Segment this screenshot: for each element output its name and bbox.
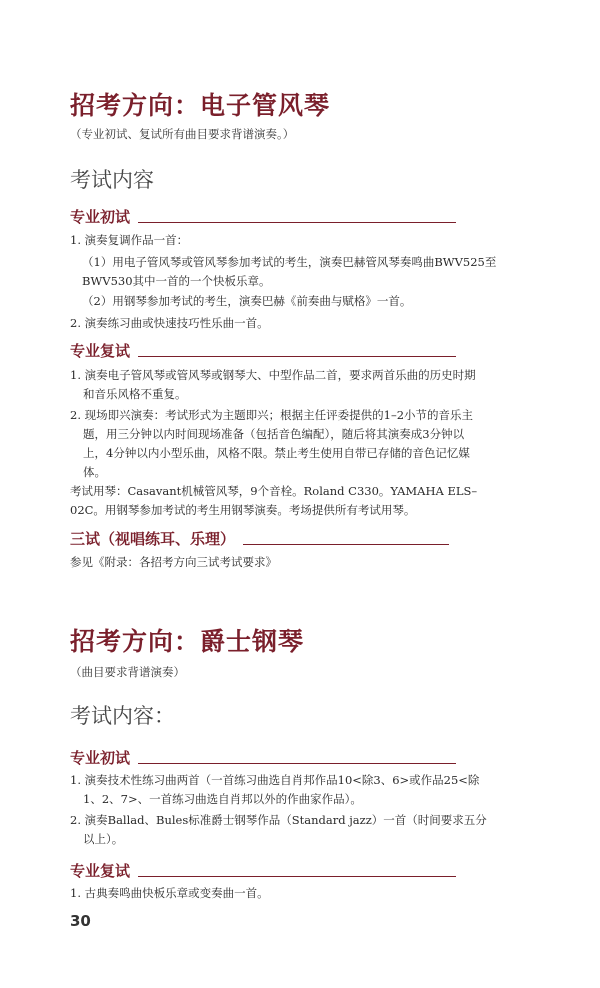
section2-exam-content: 考试内容： xyxy=(70,704,175,728)
section1-prelim-heading xyxy=(70,206,456,226)
section1-note: （专业初试、复试所有曲目要求背谱演奏。） xyxy=(70,127,295,141)
prelim-item-1a: （1）用电子管风琴或管风琴参加考试的考生，演奏巴赫管风琴奏鸣曲BWV525至BWV530其中一首的一个快板乐章。 xyxy=(82,255,497,288)
heading-rule xyxy=(243,544,449,545)
jazz-retest-item-1: 1. 古典奏鸣曲快板乐章或变奏曲一首。 xyxy=(70,886,269,900)
section2-title: 招考方向：爵士钢琴 xyxy=(70,627,305,656)
third-text: 参见《附录：各招考方向三试考试要求》 xyxy=(70,555,277,569)
section2-retest-heading xyxy=(70,860,456,880)
retest-item-2: 2. 现场即兴演奏：考试形式为主题即兴；根据主任评委提供的1–2小节的音乐主题，用三分钟以内时间现场准备（包括音色编配），随后将其演奏成3分钟以上，4分钟以内小型乐曲，风格不限。禁止考生使用自带已存储的音色记忆媒体。 xyxy=(70,408,474,479)
heading-rule xyxy=(138,356,456,357)
section-heading-label: 专业初试 xyxy=(70,749,131,767)
prelim-item-1b: （2）用钢琴参加考试的考生，演奏巴赫《前奏曲与赋格》一首。 xyxy=(82,294,412,308)
heading-rule xyxy=(138,763,456,764)
section1-title: 招考方向：电子管风琴 xyxy=(70,91,331,120)
section2-note: （曲目要求背谱演奏） xyxy=(70,665,185,679)
section-heading-label: 专业复试 xyxy=(70,342,131,360)
retest-item-1: 1. 演奏电子管风琴或管风琴或钢琴大、中型作品二首，要求两首乐曲的历史时期和音乐风格不重复。 xyxy=(70,368,476,401)
section2-prelim-heading xyxy=(70,747,456,767)
section-heading-label: 三试（视唱练耳、乐理） xyxy=(70,530,236,548)
jazz-prelim-item-2: 2. 演奏Ballad、Bules标准爵士钢琴作品（Standard jazz）一首（时间要求五分以上）。 xyxy=(70,813,487,846)
prelim-item-2: 2. 演奏练习曲或快速技巧性乐曲一首。 xyxy=(70,316,269,330)
jazz-prelim-item-1: 1. 演奏技术性练习曲两首（一首练习曲选自肖邦作品10<除3、6>或作品25<除1、2、7>、一首练习曲选自肖邦以外的作曲家作品）。 xyxy=(70,773,480,806)
prelim-item-1: 1. 演奏复调作品一首： xyxy=(70,233,189,247)
heading-rule xyxy=(138,876,456,877)
retest-instruments: 考试用琴：Casavant机械管风琴，9个音栓。Roland C330。YAMAHA ELS–02C。用钢琴参加考试的考生用钢琴演奏。考场提供所有考试用琴。 xyxy=(70,484,478,517)
heading-rule xyxy=(138,222,456,223)
section1-third-heading xyxy=(70,528,449,548)
section-heading-label: 专业复试 xyxy=(70,862,131,880)
section-heading-label: 专业初试 xyxy=(70,208,131,226)
section1-exam-content: 考试内容 xyxy=(70,168,154,192)
page-number: 30 xyxy=(70,912,91,930)
section1-retest-heading xyxy=(70,340,456,360)
